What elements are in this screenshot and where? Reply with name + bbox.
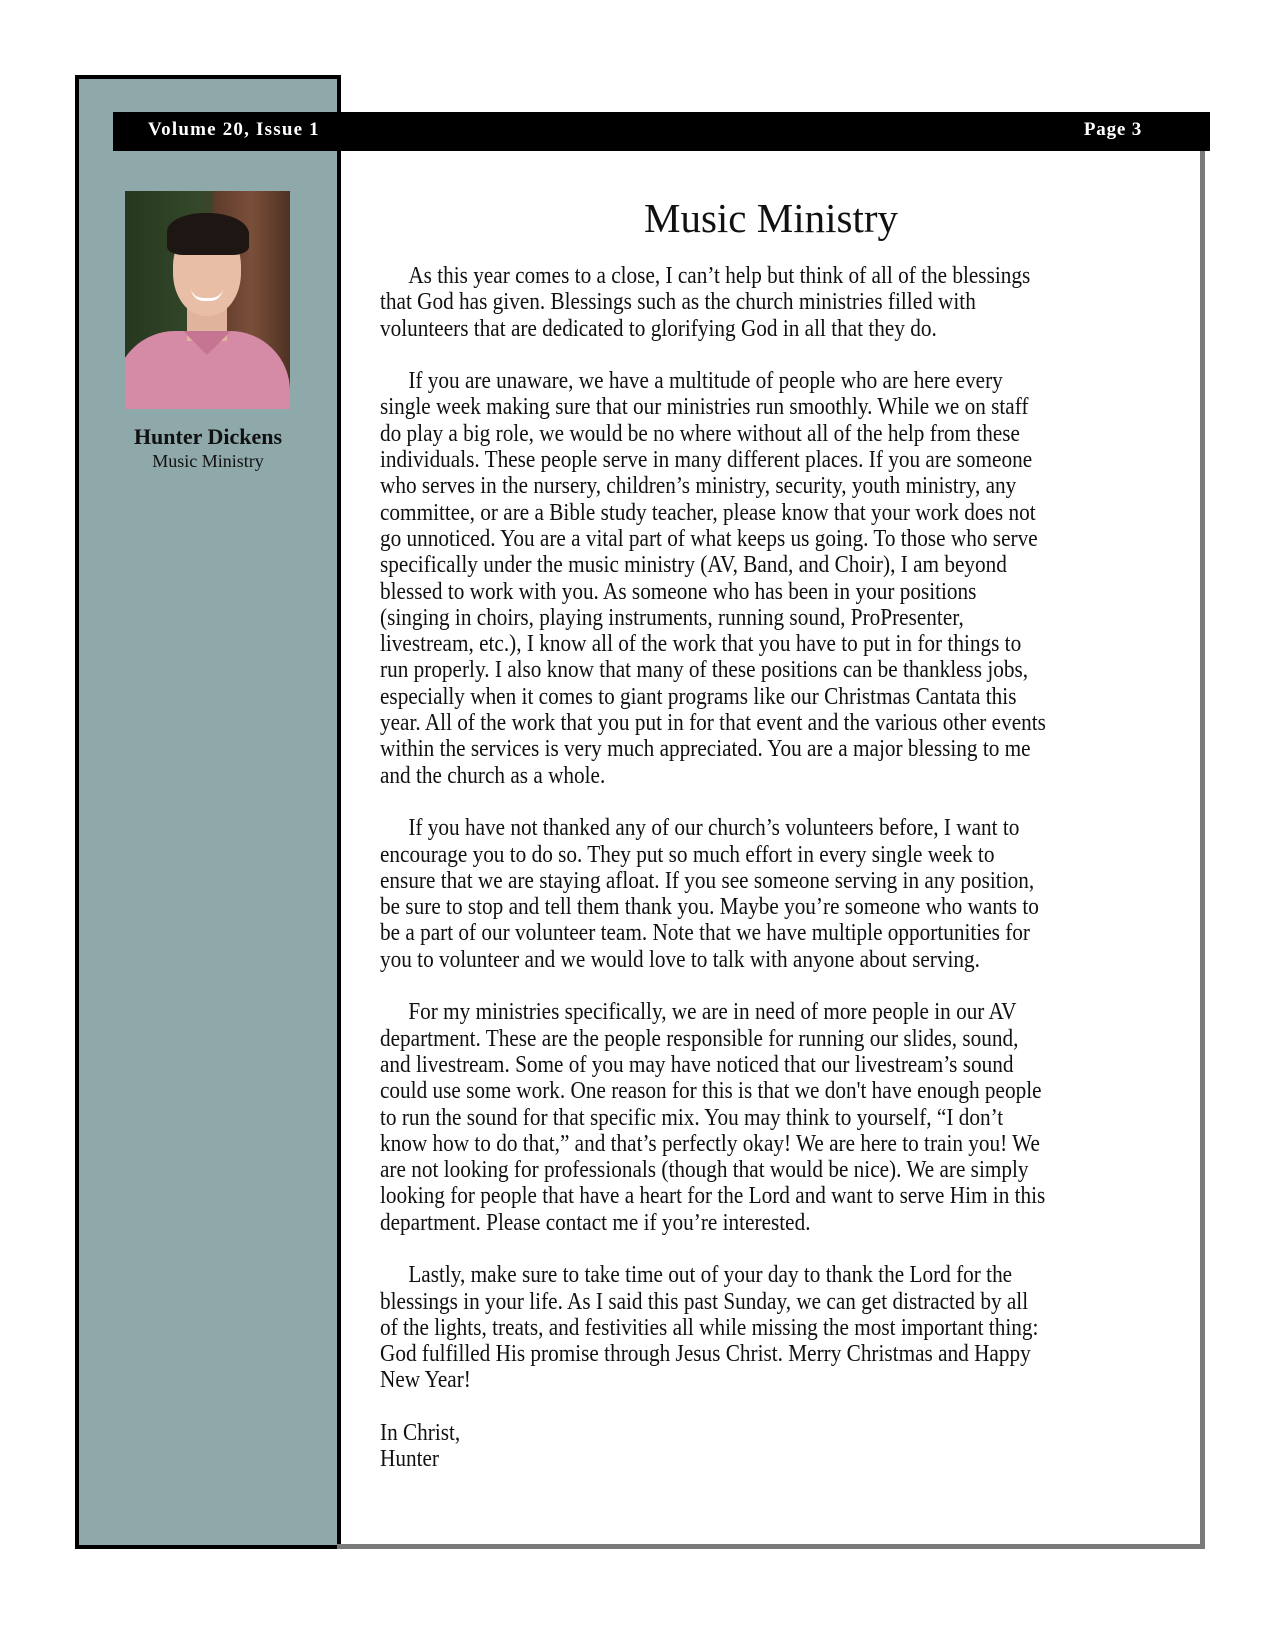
paragraph-line: looking for people that have a heart for the Lord and want to serve Him in this	[380, 1183, 1046, 1210]
paragraph-line: go unnoticed. You are a vital part of what keeps us going. To those who serve	[380, 525, 1038, 552]
paragraph-line: ensure that we are staying afloat. If you see someone serving in any position,	[380, 867, 1035, 894]
volume-issue-label: Volume 20, Issue 1	[148, 119, 320, 140]
paragraph-line: If you have not thanked any of our church’s volunteers before, I want to	[408, 815, 1020, 842]
paragraph-line: are not looking for professionals (though that would be nice). We are simply	[380, 1157, 1029, 1184]
paragraph-line: As this year comes to a close, I can’t help but think of all of the blessings	[408, 263, 1031, 289]
article-title: Music Ministry	[644, 195, 898, 241]
paragraph-line: specifically under the music ministry (AV, Band, and Choir), I am beyond	[380, 552, 1007, 579]
paragraph-line: that God has given. Blessings such as the church ministries filled with	[380, 289, 976, 316]
paragraph-spacer	[380, 1394, 1088, 1420]
paragraph-line: encourage you to do so. They put so much effort in every single week to	[380, 841, 995, 868]
paragraph-line: volunteers that are dedicated to glorifying God in all that they do.	[380, 315, 937, 342]
author-name: Hunter Dickens	[133, 424, 283, 449]
page-frame-bottom-border	[337, 1544, 1205, 1549]
paragraph-line: God fulfilled His promise through Jesus Christ. Merry Christmas and Happy	[380, 1341, 1031, 1368]
paragraph-spacer	[380, 973, 1088, 999]
header-bar	[113, 112, 1210, 151]
paragraph-line: within the services is very much appreciated. You are a major blessing to me	[380, 736, 1031, 763]
paragraph-line: individuals. These people serve in many different places. If you are someone	[380, 447, 1033, 474]
paragraph-spacer	[380, 1236, 1088, 1262]
paragraph-line: you to volunteer and we would love to talk with anyone about serving.	[380, 946, 980, 973]
paragraph-line: be a part of our volunteer team. Note that we have multiple opportunities for	[380, 920, 1030, 947]
paragraph-spacer	[380, 789, 1088, 815]
paragraph-line: If you are unaware, we have a multitude of people who are here every	[408, 368, 1003, 395]
signature-name: Hunter	[380, 1446, 439, 1473]
paragraph-line: and livestream. Some of you may have noticed that our livestream’s sound	[380, 1051, 1014, 1078]
paragraph-line: especially when it comes to giant programs like our Christmas Cantata this	[380, 683, 1017, 710]
paragraph-line: could use some work. One reason for this is that we don't have enough people	[380, 1078, 1042, 1105]
paragraph-line: Lastly, make sure to take time out of your day to thank the Lord for the	[408, 1262, 1013, 1289]
author-role: Music Ministry	[152, 451, 264, 471]
article-body	[380, 263, 1180, 1473]
author-photo	[125, 191, 290, 409]
paragraph-line: blessings in your life. As I said this past Sunday, we can get distracted by all	[380, 1288, 1029, 1315]
paragraph-line: be sure to stop and tell them thank you. Maybe you’re someone who wants to	[380, 894, 1039, 921]
paragraph-line: and the church as a whole.	[380, 762, 606, 789]
paragraph-line: of the lights, treats, and festivities all while missing the most important thing:	[380, 1314, 1039, 1341]
paragraph-line: committee, or are a Bible study teacher, please know that your work does not	[380, 499, 1036, 526]
paragraph-line: New Year!	[380, 1367, 471, 1394]
closing-salutation: In Christ,	[380, 1420, 461, 1447]
paragraph-line: single week making sure that our ministries run smoothly. While we on staff	[380, 394, 1029, 421]
paragraph-line: to run the sound for that specific mix. You may think to yourself, “I don’t	[380, 1104, 1004, 1131]
paragraph-line: (singing in choirs, playing instruments, running sound, ProPresenter,	[380, 604, 964, 631]
paragraph-line: do play a big role, we would be no where without all of the help from these	[380, 420, 1020, 447]
paragraph-line: department. Please contact me if you’re interested.	[380, 1209, 811, 1236]
paragraph-line: who serves in the nursery, children’s ministry, security, youth ministry, any	[380, 473, 1017, 500]
paragraph-line: blessed to work with you. As someone who has been in your positions	[380, 578, 977, 605]
paragraph-line: department. These are the people responsible for running our slides, sound,	[380, 1025, 1019, 1052]
paragraph-line: run properly. I also know that many of these positions can be thankless jobs,	[380, 657, 1029, 684]
paragraph-spacer	[380, 342, 1088, 368]
page-number: Page 3	[1083, 119, 1142, 140]
paragraph-line: year. All of the work that you put in for that event and the various other events	[380, 710, 1046, 737]
paragraph-line: know how to do that,” and that’s perfectly okay! We are here to train you! We	[380, 1130, 1040, 1157]
paragraph-line: For my ministries specifically, we are in need of more people in our AV	[408, 999, 1017, 1026]
paragraph-line: livestream, etc.), I know all of the work that you have to put in for things to	[380, 631, 1022, 658]
page-frame-right-border	[1200, 151, 1205, 1549]
